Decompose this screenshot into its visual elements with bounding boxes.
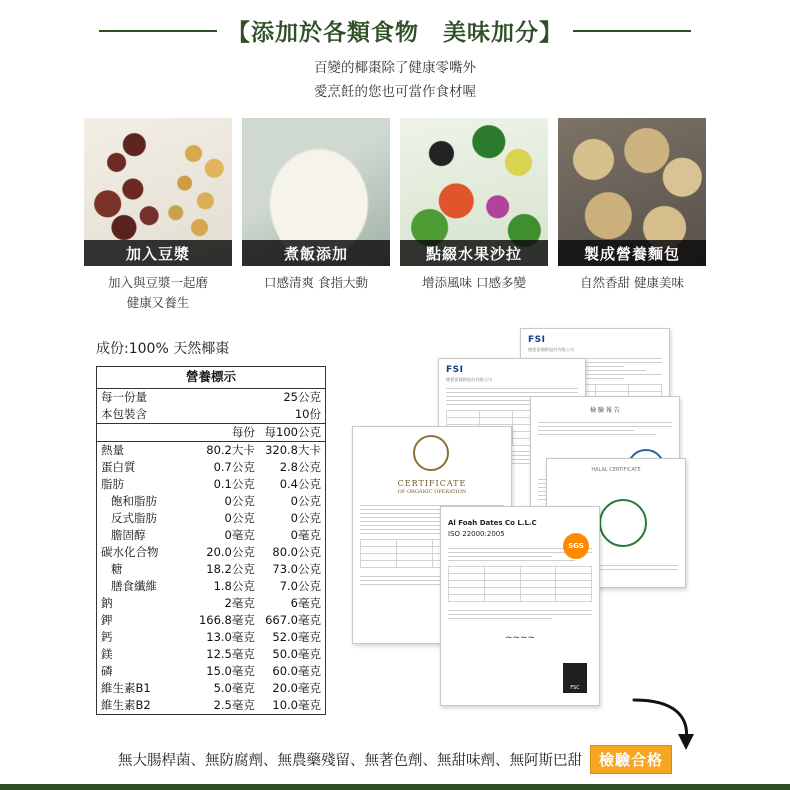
table-row: 反式脂肪 0公克 0公克 <box>111 510 321 525</box>
table-row: 飽和脂肪 0公克 0公克 <box>111 493 321 508</box>
cert-fsi-top-right: FSI 德恩嘉國際股份有限公司 <box>520 328 670 524</box>
muffin-photo <box>558 118 706 266</box>
table-row: 膳食纖維 1.8公克 7.0公克 <box>111 578 321 593</box>
cert-footer-lines <box>448 610 592 619</box>
photo-caption <box>400 273 548 292</box>
salad-photo <box>400 118 548 266</box>
cert-test-report-mid: 檢 驗 報 告 <box>530 396 680 574</box>
table-row: 鎂 12.5毫克 50.0毫克 <box>101 646 321 661</box>
photo-row <box>0 118 790 312</box>
cert-data-grid <box>448 566 592 602</box>
photo-card-soy-milk <box>84 118 232 312</box>
caption-line-1: 口感清爽 食指大動 <box>264 275 368 291</box>
header-subtitle <box>0 57 790 104</box>
caption-line-1: 增添風味 口感多變 <box>422 275 526 291</box>
bottom-bar <box>0 784 790 790</box>
table-row: 碳水化合物 20.0公克 80.0公克 <box>101 544 321 559</box>
subtitle-line-1: 百變的椰棗除了健康零嘴外 <box>314 60 476 76</box>
photo-caption <box>558 273 706 292</box>
cert-halal: HALAL CERTIFICATE <box>546 458 686 588</box>
signature: ~~~~ <box>504 633 536 643</box>
photo-card-muffin <box>558 118 706 312</box>
column-header-per-serving: 每份 <box>193 423 259 441</box>
cert-iso-22000: Al Foah Dates Co L.L.C ISO 22000:2005 SGS ~~~~ FSC <box>440 506 600 706</box>
nutrition-title: 營養標示 <box>97 367 325 388</box>
caption-line-1: 自然香甜 健康美味 <box>580 275 684 291</box>
page-title: 【添加於各類食物 美味加分】 <box>227 20 563 46</box>
table-row: 鈣 13.0毫克 52.0毫克 <box>101 629 321 644</box>
table-row: 膽固醇 0毫克 0毫克 <box>111 527 321 542</box>
photo-band-label: 製成營養麵包 <box>558 240 706 266</box>
photo-card-salad <box>400 118 548 312</box>
soy-milk-photo <box>84 118 232 266</box>
serving-size-label: 每一份量 <box>101 389 147 404</box>
ingredient-line: 成份:100% 天然椰棗 <box>96 341 230 357</box>
cert-text-lines <box>538 422 672 435</box>
column-header-per-100g: 每100公克 <box>259 423 325 441</box>
status-badge: 檢驗合格 <box>590 745 672 774</box>
table-row: 磷 15.0毫克 60.0毫克 <box>101 663 321 678</box>
nutrition-table <box>96 366 326 715</box>
table-row: 蛋白質 0.7公克 2.8公克 <box>101 459 321 474</box>
footer-claims-text: 無大腸桿菌、無防腐劑、無農藥殘留、無著色劑、無甜味劑、無阿斯巴甜 <box>117 753 582 769</box>
fsc-logo-icon: FSC <box>563 663 587 693</box>
package-count-value: 10份 <box>259 406 325 424</box>
photo-caption <box>242 273 390 292</box>
header-rule-left <box>99 30 217 32</box>
photo-card-rice <box>242 118 390 312</box>
package-count-label: 本包裝含 <box>97 406 193 424</box>
subtitle-line-2: 愛烹飪的您也可當作食材喔 <box>314 83 476 100</box>
serving-size-value: 25公克 <box>283 389 321 404</box>
table-row: 維生素B1 5.0毫克 20.0毫克 <box>101 680 321 695</box>
photo-band-label: 加入豆漿 <box>84 240 232 266</box>
photo-band-label: 點綴水果沙拉 <box>400 240 548 266</box>
photo-band-label: 煮飯添加 <box>242 240 390 266</box>
caption-line-2: 健康又養生 <box>126 294 190 310</box>
table-row: 熱量 80.2大卡 320.8大卡 <box>101 442 321 457</box>
header <box>0 0 790 47</box>
table-row: 脂肪 0.1公克 0.4公克 <box>101 476 321 491</box>
cert-organic-operation: CERTIFICATE OF ORGANIC OPERATION <box>352 426 512 644</box>
header-rule-right <box>573 30 691 32</box>
rice-photo <box>242 118 390 266</box>
table-row: 鈉 2毫克 6毫克 <box>101 595 321 610</box>
photo-caption <box>84 273 232 312</box>
table-row: 糖 18.2公克 73.0公克 <box>111 561 321 576</box>
cert-fsi-upper-left: FSI 德恩嘉國際股份有限公司 <box>438 358 586 554</box>
table-row: 維生素B2 2.5毫克 10.0毫克 <box>101 697 321 712</box>
organic-seal-icon <box>413 435 449 471</box>
caption-line-1: 加入與豆漿一起磨 <box>107 275 208 291</box>
lower-section <box>0 335 790 738</box>
halal-seal-icon <box>599 499 647 547</box>
certificates-collage <box>330 328 780 708</box>
table-row: 鉀 166.8毫克 667.0毫克 <box>101 612 321 627</box>
footer <box>0 745 790 774</box>
sgs-logo-icon: SGS <box>563 533 589 559</box>
